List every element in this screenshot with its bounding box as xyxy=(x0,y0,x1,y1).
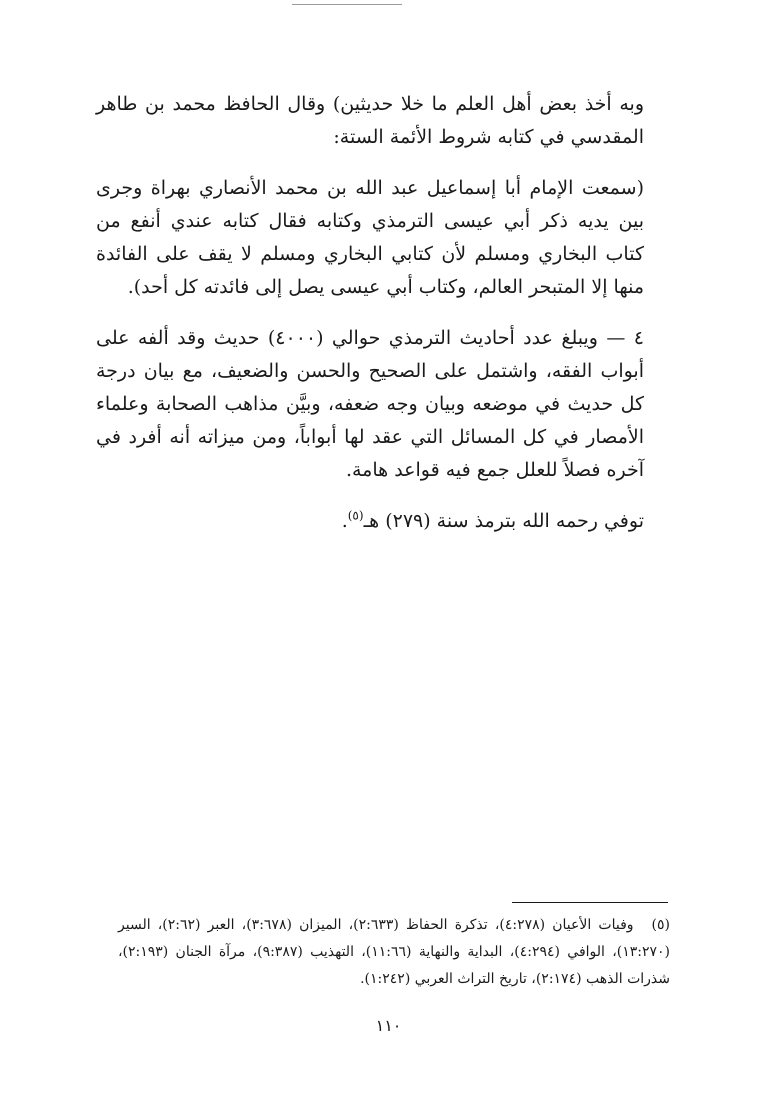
top-edge-line xyxy=(292,4,402,5)
footnote-reference: (٥) xyxy=(347,508,364,523)
paragraph-4-text: توفي رحمه الله بترمذ سنة (٢٧٩) هـ xyxy=(363,510,644,532)
paragraph-3-dash: — xyxy=(597,327,626,349)
footnote-separator xyxy=(512,902,668,903)
paragraph-3-text: ويبلغ عدد أحاديث الترمذي حوالي (٤٠٠٠) حديث وقد ألفه على أبواب الفقه، واشتمل على الصحيح والحسن والضعيف، مع بيان درجة كل حديث في موضعه وبيان وجه ضعفه، وبيَّن مذاهب الصحابة وعلماء الأمصار في كل المسائل التي عقد لها أبواباً، ومن ميزاته أنه أفرد في آخره فصلاً للعلل جمع فيه قواعد هامة. xyxy=(96,327,644,481)
footnote-text: وفيات الأعيان (٤:٢٧٨)، تذكرة الحفاظ (٢:٦٣٣)، الميزان (٣:٦٧٨)، العبر (٢:٦٢)، السير (١٣:٢٧٠)، الوافي (٤:٢٩٤)، البداية والنهاية (١١:٦٦)، التهذيب (٩:٣٨٧)، مرآة الجنان (٢:١٩٣)، شذرات الذهب (٢:١٧٤)، تاريخ التراث العربي (١:٢٤٢). xyxy=(118,917,670,987)
paragraph-2-quote: (سمعت الإمام أبا إسماعيل عبد الله بن محمد الأنصاري بهراة وجرى بين يديه ذكر أبي عيسى الترمذي وكتابه فقال كتابه عندي أنفع من كتاب البخاري ومسلم لأن كتابي البخاري ومسلم لا يقف على الفائدة منها إلا المتبحر العالم، وكتاب أبي عيسى يصل إلى فائدته كل أحد). xyxy=(96,177,644,298)
paragraph-3-number: ٤ xyxy=(633,327,644,349)
main-text xyxy=(96,88,644,556)
paragraph-3 xyxy=(96,322,644,487)
footnote xyxy=(118,912,670,993)
paragraph-1: وبه أخذ بعض أهل العلم ما خلا حديثين) وقال الحافظ محمد بن طاهر المقدسي في كتابه شروط الأئمة الستة: xyxy=(96,93,644,148)
footnote-marker: (٥) xyxy=(651,917,671,933)
paragraph-4 xyxy=(96,505,644,538)
page-number: ١١٠ xyxy=(375,1016,402,1035)
paragraph-4-end: . xyxy=(341,510,348,532)
